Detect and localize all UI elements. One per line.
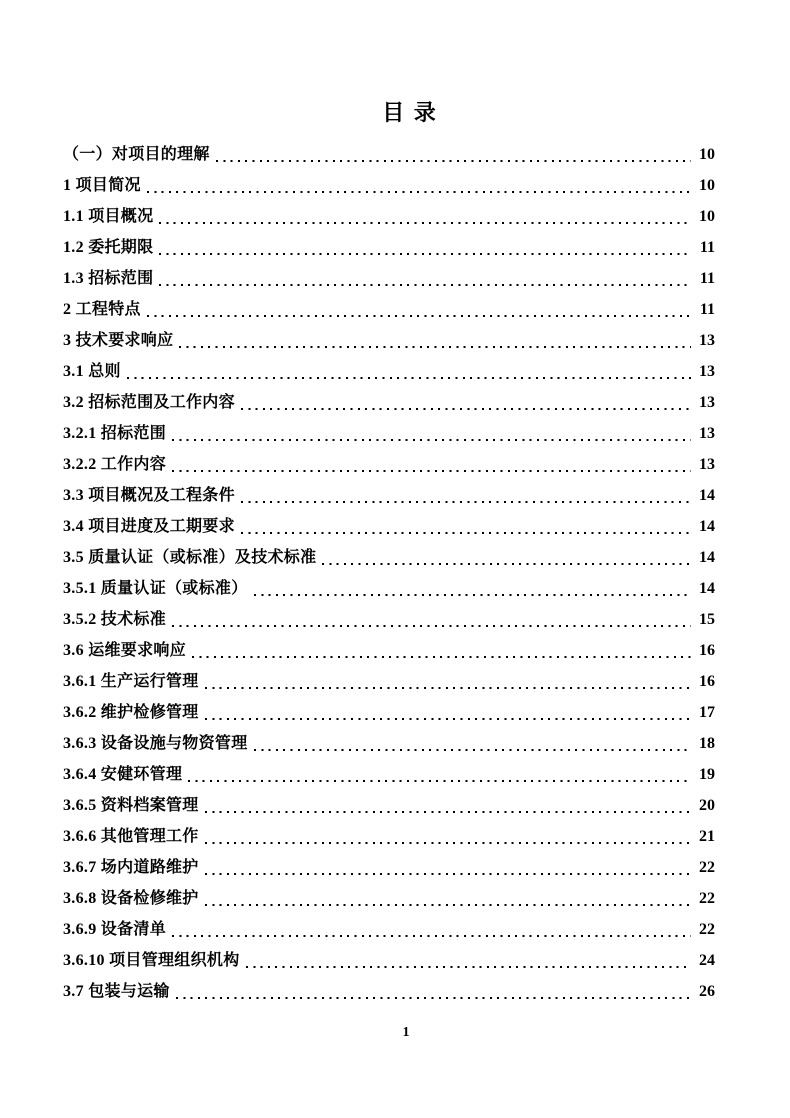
- toc-entry-label: 1.3 招标范围: [63, 270, 154, 287]
- dot-leader: [205, 883, 691, 914]
- dot-leader: [172, 914, 691, 945]
- dot-leader: [322, 542, 691, 573]
- dot-leader: [246, 945, 691, 976]
- toc-entry-label: 3.6.4 安健环管理: [63, 766, 183, 783]
- toc-entry: [63, 294, 715, 325]
- toc-entry-page: 11: [699, 270, 715, 287]
- dot-leader: [147, 170, 691, 201]
- toc-entry: [63, 170, 715, 201]
- toc-entry-page: 14: [699, 518, 715, 535]
- toc-entry-page: 16: [699, 673, 715, 690]
- dot-leader: [172, 418, 691, 449]
- toc-list: [63, 139, 715, 1007]
- dot-leader: [127, 356, 691, 387]
- toc-entry: [63, 387, 715, 418]
- toc-entry-label: 3.6.5 资料档案管理: [63, 797, 199, 814]
- toc-entry-page: 11: [699, 301, 715, 318]
- toc-entry: [63, 821, 715, 852]
- toc-entry-page: 14: [699, 580, 715, 597]
- dot-leader: [192, 635, 691, 666]
- toc-entry-label: （一）对项目的理解: [63, 146, 210, 163]
- toc-entry-label: 3.5 质量认证（或标准）及技术标准: [63, 549, 317, 566]
- toc-entry-label: 3.6.8 设备检修维护: [63, 890, 199, 907]
- toc-entry: [63, 728, 715, 759]
- toc-entry-label: 3.2.2 工作内容: [63, 456, 166, 473]
- dot-leader: [205, 852, 691, 883]
- dot-leader: [159, 201, 691, 232]
- toc-entry-label: 1 项目简况: [63, 177, 141, 194]
- dot-leader: [254, 573, 691, 604]
- dot-leader: [176, 976, 691, 1007]
- toc-entry-label: 3.2 招标范围及工作内容: [63, 394, 235, 411]
- dot-leader: [205, 790, 691, 821]
- toc-entry: [63, 666, 715, 697]
- toc-entry-page: 10: [699, 177, 715, 194]
- toc-entry: [63, 697, 715, 728]
- toc-entry: [63, 883, 715, 914]
- dot-leader: [241, 387, 691, 418]
- toc-entry-label: 3.5.2 技术标准: [63, 611, 166, 628]
- page-title: 目 录: [382, 100, 438, 125]
- dot-leader: [254, 728, 691, 759]
- toc-entry-label: 3 技术要求响应: [63, 332, 174, 349]
- toc-entry-label: 3.6.2 维护检修管理: [63, 704, 199, 721]
- toc-entry: [63, 139, 715, 170]
- toc-entry-page: 10: [699, 146, 715, 163]
- toc-entry-page: 22: [699, 859, 715, 876]
- toc-entry: [63, 976, 715, 1007]
- toc-entry-page: 13: [699, 394, 715, 411]
- toc-entry-label: 3.3 项目概况及工程条件: [63, 487, 235, 504]
- footer-page-number: 1: [402, 1025, 410, 1040]
- toc-entry-page: 13: [699, 425, 715, 442]
- toc-entry: [63, 325, 715, 356]
- toc-entry-label: 3.5.1 质量认证（或标准）: [63, 580, 248, 597]
- toc-entry: [63, 232, 715, 263]
- toc-entry: [63, 852, 715, 883]
- toc-entry-page: 26: [699, 983, 715, 1000]
- dot-leader: [241, 480, 691, 511]
- toc-entry: [63, 201, 715, 232]
- toc-entry-page: 14: [699, 487, 715, 504]
- toc-entry: [63, 945, 715, 976]
- toc-entry-label: 3.6.3 设备设施与物资管理: [63, 735, 248, 752]
- dot-leader: [205, 697, 691, 728]
- toc-entry-label: 2 工程特点: [63, 301, 141, 318]
- toc-entry-label: 1.1 项目概况: [63, 208, 154, 225]
- toc-entry-page: 17: [699, 704, 715, 721]
- toc-entry-label: 3.2.1 招标范围: [63, 425, 166, 442]
- dot-leader: [159, 263, 691, 294]
- toc-entry-label: 1.2 委托期限: [63, 239, 154, 256]
- toc-entry: [63, 635, 715, 666]
- dot-leader: [216, 139, 691, 170]
- toc-entry-label: 3.6.9 设备清单: [63, 921, 166, 938]
- toc-entry-page: 22: [699, 921, 715, 938]
- dot-leader: [205, 666, 691, 697]
- dot-leader: [241, 511, 691, 542]
- toc-entry-page: 13: [699, 363, 715, 380]
- toc-entry-label: 3.6.7 场内道路维护: [63, 859, 199, 876]
- toc-entry-label: 3.1 总则: [63, 363, 121, 380]
- toc-entry: [63, 914, 715, 945]
- toc-entry-label: 3.6.10 项目管理组织机构: [63, 952, 240, 969]
- toc-entry-page: 10: [699, 208, 715, 225]
- toc-entry: [63, 480, 715, 511]
- toc-entry: [63, 542, 715, 573]
- toc-entry: [63, 449, 715, 480]
- dot-leader: [179, 325, 691, 356]
- toc-entry: [63, 604, 715, 635]
- toc-entry-page: 24: [699, 952, 715, 969]
- toc-entry: [63, 573, 715, 604]
- toc-entry-label: 3.4 项目进度及工期要求: [63, 518, 235, 535]
- dot-leader: [172, 604, 691, 635]
- toc-entry-page: 22: [699, 890, 715, 907]
- toc-entry: [63, 263, 715, 294]
- toc-entry-label: 3.6.6 其他管理工作: [63, 828, 199, 845]
- toc-entry-label: 3.6.1 生产运行管理: [63, 673, 199, 690]
- dot-leader: [159, 232, 691, 263]
- toc-entry-page: 18: [699, 735, 715, 752]
- toc-entry-page: 19: [699, 766, 715, 783]
- toc-entry: [63, 418, 715, 449]
- toc-entry: [63, 790, 715, 821]
- toc-entry: [63, 356, 715, 387]
- dot-leader: [172, 449, 691, 480]
- toc-entry-page: 16: [699, 642, 715, 659]
- toc-entry: [63, 759, 715, 790]
- toc-entry-page: 13: [699, 332, 715, 349]
- toc-entry-label: 3.7 包装与运输: [63, 983, 170, 1000]
- dot-leader: [147, 294, 691, 325]
- toc-entry-page: 15: [699, 611, 715, 628]
- toc-entry-page: 13: [699, 456, 715, 473]
- dot-leader: [188, 759, 691, 790]
- toc-entry-label: 3.6 运维要求响应: [63, 642, 187, 659]
- toc-entry: [63, 511, 715, 542]
- toc-entry-page: 11: [699, 239, 715, 256]
- toc-entry-page: 20: [699, 797, 715, 814]
- dot-leader: [205, 821, 691, 852]
- toc-entry-page: 21: [699, 828, 715, 845]
- toc-entry-page: 14: [699, 549, 715, 566]
